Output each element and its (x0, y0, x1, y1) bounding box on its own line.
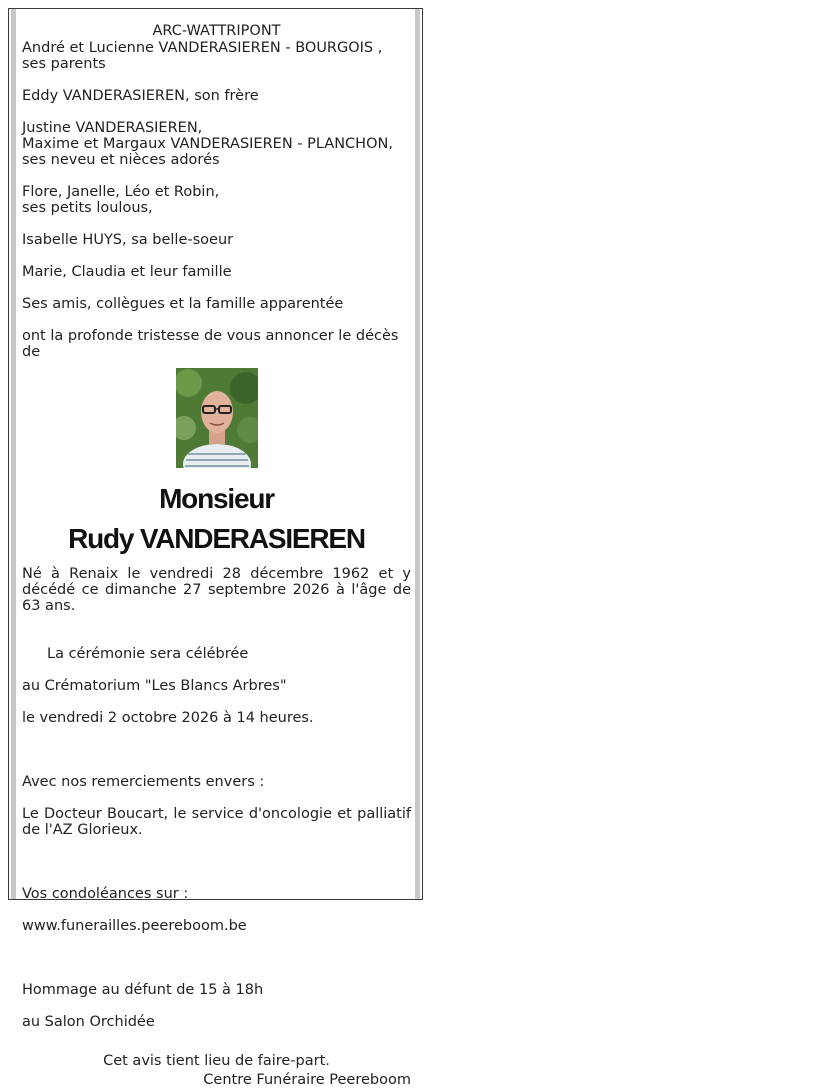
death-notice (8, 8, 423, 1088)
photo-container (22, 368, 411, 468)
honorific-title: Monsieur (159, 483, 274, 514)
portrait-photo (176, 368, 258, 468)
hommage-paragraph (22, 966, 411, 1046)
left-border-bar (11, 9, 16, 899)
family-paragraph-marie: Marie, Claudia et leur famille (22, 264, 232, 280)
announcement-paragraph: ont la profonde tristesse de vous annoncer le décès de (22, 328, 399, 360)
condolences-intro: Vos condoléances sur : (22, 886, 189, 902)
birth-death-paragraph: Né à Renaix le vendredi 28 décembre 1962 et y décédé ce dimanche 27 septembre 2026 à l'âge de 63 ans. (22, 566, 411, 614)
portrait-photo-icon (176, 368, 258, 468)
family-paragraph-friends: Ses amis, collègues et la famille apparentée (22, 296, 344, 312)
notice-content (22, 23, 411, 1088)
ceremony-line-2: au Crématorium "Les Blancs Arbres" (22, 678, 287, 694)
funeral-home-signature: Centre Funéraire Peereboom (203, 1072, 411, 1088)
family-paragraph-parents: André et Lucienne VANDERASIEREN - BOURGOIS , ses parents (22, 40, 383, 72)
ceremony-paragraph (22, 630, 411, 742)
right-border-bar (415, 9, 420, 899)
thanks-intro: Avec nos remerciements envers : (22, 774, 265, 790)
faire-part-line: Cet avis tient lieu de faire-part. (103, 1053, 330, 1069)
ceremony-line-1: La cérémonie sera célébrée (47, 646, 249, 662)
thanks-body: Le Docteur Boucart, le service d'oncologie et palliatif de l'AZ Glorieux. (22, 806, 411, 838)
family-paragraph-nieces: Justine VANDERASIEREN, Maxime et Margaux VANDERASIEREN - PLANCHON, ses neveu et nièces adorés (22, 120, 393, 168)
family-paragraph-brother: Eddy VANDERASIEREN, son frère (22, 88, 259, 104)
deceased-name: Rudy VANDERASIEREN (68, 523, 365, 554)
condolences-url: www.funerailles.peereboom.be (22, 918, 247, 934)
hommage-line-2: au Salon Orchidée (22, 1014, 155, 1030)
family-paragraph-sister-in-law: Isabelle HUYS, sa belle-soeur (22, 232, 234, 248)
family-paragraph-grandchildren: Flore, Janelle, Léo et Robin, ses petits loulous, (22, 184, 220, 216)
town-heading: ARC-WATTRIPONT (152, 23, 281, 39)
ceremony-line-3: le vendredi 2 octobre 2026 à 14 heures. (22, 710, 314, 726)
hommage-line-1: Hommage au défunt de 15 à 18h (22, 982, 264, 998)
condolences-paragraph (22, 870, 411, 950)
thanks-paragraph (22, 758, 411, 854)
